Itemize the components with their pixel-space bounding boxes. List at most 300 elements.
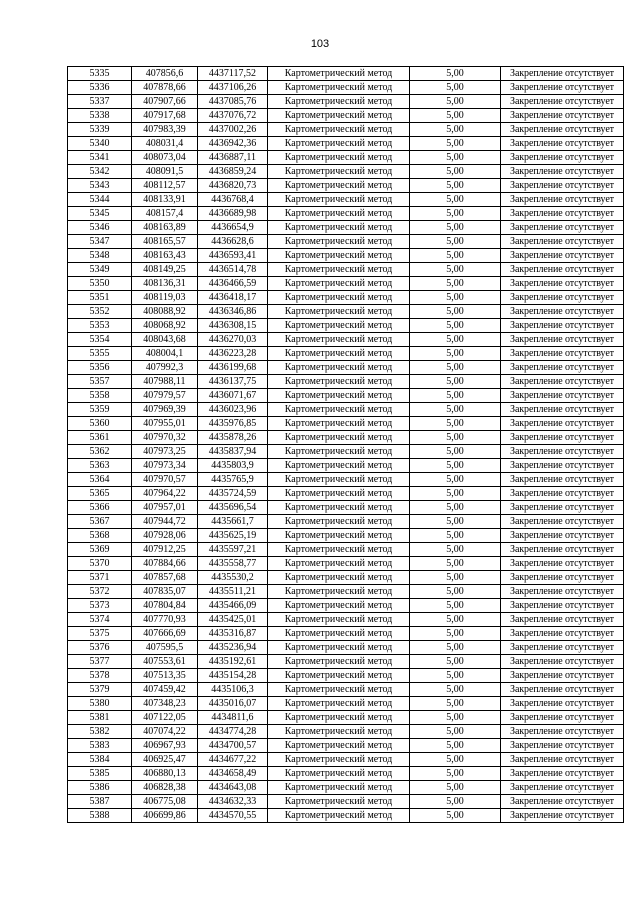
x-coordinate-cell: 407856,6 <box>132 67 198 81</box>
point-number-cell: 5344 <box>68 193 132 207</box>
y-coordinate-cell: 4434677,22 <box>198 753 268 767</box>
accuracy-cell: 5,00 <box>410 431 501 445</box>
x-coordinate-cell: 408136,31 <box>132 277 198 291</box>
page-number: 103 <box>310 38 330 50</box>
table-row <box>68 319 624 333</box>
x-coordinate-cell: 406828,38 <box>132 781 198 795</box>
table-row <box>68 347 624 361</box>
x-coordinate-cell: 407835,07 <box>132 585 198 599</box>
accuracy-cell: 5,00 <box>410 711 501 725</box>
method-cell: Картометрический метод <box>268 221 410 235</box>
accuracy-cell: 5,00 <box>410 529 501 543</box>
table-body <box>68 67 624 823</box>
fixation-cell: Закрепление отсутствует <box>501 347 624 361</box>
table-row <box>68 697 624 711</box>
accuracy-cell: 5,00 <box>410 585 501 599</box>
x-coordinate-cell: 407988,11 <box>132 375 198 389</box>
y-coordinate-cell: 4437106,26 <box>198 81 268 95</box>
accuracy-cell: 5,00 <box>410 305 501 319</box>
accuracy-cell: 5,00 <box>410 403 501 417</box>
fixation-cell: Закрепление отсутствует <box>501 263 624 277</box>
table-row <box>68 739 624 753</box>
accuracy-cell: 5,00 <box>410 599 501 613</box>
x-coordinate-cell: 407970,32 <box>132 431 198 445</box>
table-row <box>68 123 624 137</box>
point-number-cell: 5345 <box>68 207 132 221</box>
table-row <box>68 683 624 697</box>
y-coordinate-cell: 4437002,26 <box>198 123 268 137</box>
table-row <box>68 473 624 487</box>
x-coordinate-cell: 407957,01 <box>132 501 198 515</box>
table-row <box>68 725 624 739</box>
fixation-cell: Закрепление отсутствует <box>501 641 624 655</box>
method-cell: Картометрический метод <box>268 319 410 333</box>
method-cell: Картометрический метод <box>268 305 410 319</box>
table-row <box>68 711 624 725</box>
y-coordinate-cell: 4436270,03 <box>198 333 268 347</box>
point-number-cell: 5377 <box>68 655 132 669</box>
y-coordinate-cell: 4435803,9 <box>198 459 268 473</box>
point-number-cell: 5354 <box>68 333 132 347</box>
table-row <box>68 487 624 501</box>
table-row <box>68 809 624 823</box>
fixation-cell: Закрепление отсутствует <box>501 613 624 627</box>
fixation-cell: Закрепление отсутствует <box>501 431 624 445</box>
x-coordinate-cell: 408163,89 <box>132 221 198 235</box>
fixation-cell: Закрепление отсутствует <box>501 291 624 305</box>
table-row <box>68 767 624 781</box>
fixation-cell: Закрепление отсутствует <box>501 711 624 725</box>
y-coordinate-cell: 4434632,33 <box>198 795 268 809</box>
accuracy-cell: 5,00 <box>410 333 501 347</box>
accuracy-cell: 5,00 <box>410 123 501 137</box>
accuracy-cell: 5,00 <box>410 151 501 165</box>
y-coordinate-cell: 4436887,11 <box>198 151 268 165</box>
y-coordinate-cell: 4436514,78 <box>198 263 268 277</box>
table-row <box>68 529 624 543</box>
y-coordinate-cell: 4436223,28 <box>198 347 268 361</box>
method-cell: Картометрический метод <box>268 515 410 529</box>
table-row <box>68 599 624 613</box>
table-row <box>68 669 624 683</box>
x-coordinate-cell: 408133,91 <box>132 193 198 207</box>
method-cell: Картометрический метод <box>268 431 410 445</box>
y-coordinate-cell: 4436308,15 <box>198 319 268 333</box>
method-cell: Картометрический метод <box>268 711 410 725</box>
accuracy-cell: 5,00 <box>410 263 501 277</box>
fixation-cell: Закрепление отсутствует <box>501 179 624 193</box>
y-coordinate-cell: 4435511,21 <box>198 585 268 599</box>
point-number-cell: 5346 <box>68 221 132 235</box>
fixation-cell: Закрепление отсутствует <box>501 739 624 753</box>
method-cell: Картометрический метод <box>268 67 410 81</box>
method-cell: Картометрический метод <box>268 613 410 627</box>
table-row <box>68 375 624 389</box>
point-number-cell: 5360 <box>68 417 132 431</box>
x-coordinate-cell: 408165,57 <box>132 235 198 249</box>
fixation-cell: Закрепление отсутствует <box>501 529 624 543</box>
y-coordinate-cell: 4435976,85 <box>198 417 268 431</box>
fixation-cell: Закрепление отсутствует <box>501 501 624 515</box>
point-number-cell: 5356 <box>68 361 132 375</box>
y-coordinate-cell: 4434643,08 <box>198 781 268 795</box>
accuracy-cell: 5,00 <box>410 809 501 823</box>
x-coordinate-cell: 407884,66 <box>132 557 198 571</box>
point-number-cell: 5387 <box>68 795 132 809</box>
table-row <box>68 501 624 515</box>
table-row <box>68 207 624 221</box>
accuracy-cell: 5,00 <box>410 361 501 375</box>
y-coordinate-cell: 4435316,87 <box>198 627 268 641</box>
accuracy-cell: 5,00 <box>410 81 501 95</box>
method-cell: Картометрический метод <box>268 767 410 781</box>
point-number-cell: 5335 <box>68 67 132 81</box>
point-number-cell: 5349 <box>68 263 132 277</box>
accuracy-cell: 5,00 <box>410 571 501 585</box>
point-number-cell: 5376 <box>68 641 132 655</box>
table-row <box>68 753 624 767</box>
coordinates-table <box>67 66 624 823</box>
method-cell: Картометрический метод <box>268 599 410 613</box>
point-number-cell: 5343 <box>68 179 132 193</box>
method-cell: Картометрический метод <box>268 529 410 543</box>
point-number-cell: 5367 <box>68 515 132 529</box>
y-coordinate-cell: 4436199,68 <box>198 361 268 375</box>
point-number-cell: 5340 <box>68 137 132 151</box>
fixation-cell: Закрепление отсутствует <box>501 809 624 823</box>
accuracy-cell: 5,00 <box>410 347 501 361</box>
fixation-cell: Закрепление отсутствует <box>501 123 624 137</box>
x-coordinate-cell: 407857,68 <box>132 571 198 585</box>
method-cell: Картометрический метод <box>268 487 410 501</box>
method-cell: Картометрический метод <box>268 347 410 361</box>
y-coordinate-cell: 4436628,6 <box>198 235 268 249</box>
point-number-cell: 5375 <box>68 627 132 641</box>
fixation-cell: Закрепление отсутствует <box>501 417 624 431</box>
y-coordinate-cell: 4435724,59 <box>198 487 268 501</box>
point-number-cell: 5353 <box>68 319 132 333</box>
fixation-cell: Закрепление отсутствует <box>501 221 624 235</box>
accuracy-cell: 5,00 <box>410 557 501 571</box>
table-row <box>68 557 624 571</box>
method-cell: Картометрический метод <box>268 137 410 151</box>
fixation-cell: Закрепление отсутствует <box>501 319 624 333</box>
fixation-cell: Закрепление отсутствует <box>501 67 624 81</box>
table-row <box>68 417 624 431</box>
fixation-cell: Закрепление отсутствует <box>501 487 624 501</box>
y-coordinate-cell: 4436768,4 <box>198 193 268 207</box>
accuracy-cell: 5,00 <box>410 165 501 179</box>
accuracy-cell: 5,00 <box>410 207 501 221</box>
x-coordinate-cell: 408073,04 <box>132 151 198 165</box>
method-cell: Картометрический метод <box>268 249 410 263</box>
point-number-cell: 5371 <box>68 571 132 585</box>
method-cell: Картометрический метод <box>268 739 410 753</box>
fixation-cell: Закрепление отсутствует <box>501 753 624 767</box>
point-number-cell: 5342 <box>68 165 132 179</box>
method-cell: Картометрический метод <box>268 459 410 473</box>
y-coordinate-cell: 4435765,9 <box>198 473 268 487</box>
x-coordinate-cell: 407928,06 <box>132 529 198 543</box>
point-number-cell: 5352 <box>68 305 132 319</box>
accuracy-cell: 5,00 <box>410 193 501 207</box>
x-coordinate-cell: 408119,03 <box>132 291 198 305</box>
x-coordinate-cell: 407348,23 <box>132 697 198 711</box>
y-coordinate-cell: 4436346,86 <box>198 305 268 319</box>
y-coordinate-cell: 4435154,28 <box>198 669 268 683</box>
fixation-cell: Закрепление отсутствует <box>501 473 624 487</box>
point-number-cell: 5350 <box>68 277 132 291</box>
accuracy-cell: 5,00 <box>410 627 501 641</box>
point-number-cell: 5372 <box>68 585 132 599</box>
x-coordinate-cell: 408112,57 <box>132 179 198 193</box>
point-number-cell: 5378 <box>68 669 132 683</box>
table-row <box>68 81 624 95</box>
fixation-cell: Закрепление отсутствует <box>501 403 624 417</box>
y-coordinate-cell: 4436820,73 <box>198 179 268 193</box>
point-number-cell: 5357 <box>68 375 132 389</box>
point-number-cell: 5388 <box>68 809 132 823</box>
point-number-cell: 5363 <box>68 459 132 473</box>
fixation-cell: Закрепление отсутствует <box>501 557 624 571</box>
method-cell: Картометрический метод <box>268 627 410 641</box>
y-coordinate-cell: 4436466,59 <box>198 277 268 291</box>
fixation-cell: Закрепление отсутствует <box>501 683 624 697</box>
table-row <box>68 235 624 249</box>
fixation-cell: Закрепление отсутствует <box>501 515 624 529</box>
y-coordinate-cell: 4435661,7 <box>198 515 268 529</box>
accuracy-cell: 5,00 <box>410 795 501 809</box>
x-coordinate-cell: 408163,43 <box>132 249 198 263</box>
x-coordinate-cell: 407770,93 <box>132 613 198 627</box>
fixation-cell: Закрепление отсутствует <box>501 627 624 641</box>
accuracy-cell: 5,00 <box>410 375 501 389</box>
accuracy-cell: 5,00 <box>410 137 501 151</box>
accuracy-cell: 5,00 <box>410 543 501 557</box>
method-cell: Картометрический метод <box>268 361 410 375</box>
x-coordinate-cell: 407955,01 <box>132 417 198 431</box>
y-coordinate-cell: 4437076,72 <box>198 109 268 123</box>
fixation-cell: Закрепление отсутствует <box>501 81 624 95</box>
x-coordinate-cell: 406880,13 <box>132 767 198 781</box>
accuracy-cell: 5,00 <box>410 501 501 515</box>
accuracy-cell: 5,00 <box>410 291 501 305</box>
method-cell: Картометрический метод <box>268 641 410 655</box>
fixation-cell: Закрепление отсутствует <box>501 767 624 781</box>
accuracy-cell: 5,00 <box>410 683 501 697</box>
method-cell: Картометрический метод <box>268 193 410 207</box>
x-coordinate-cell: 407666,69 <box>132 627 198 641</box>
point-number-cell: 5366 <box>68 501 132 515</box>
x-coordinate-cell: 407973,34 <box>132 459 198 473</box>
x-coordinate-cell: 408031,4 <box>132 137 198 151</box>
x-coordinate-cell: 406699,86 <box>132 809 198 823</box>
table-row <box>68 403 624 417</box>
y-coordinate-cell: 4435016,07 <box>198 697 268 711</box>
point-number-cell: 5365 <box>68 487 132 501</box>
y-coordinate-cell: 4435106,3 <box>198 683 268 697</box>
fixation-cell: Закрепление отсутствует <box>501 165 624 179</box>
y-coordinate-cell: 4435837,94 <box>198 445 268 459</box>
x-coordinate-cell: 407970,57 <box>132 473 198 487</box>
x-coordinate-cell: 407878,66 <box>132 81 198 95</box>
fixation-cell: Закрепление отсутствует <box>501 445 624 459</box>
point-number-cell: 5374 <box>68 613 132 627</box>
method-cell: Картометрический метод <box>268 473 410 487</box>
point-number-cell: 5355 <box>68 347 132 361</box>
accuracy-cell: 5,00 <box>410 249 501 263</box>
table-row <box>68 655 624 669</box>
x-coordinate-cell: 407912,25 <box>132 543 198 557</box>
table-row <box>68 795 624 809</box>
method-cell: Картометрический метод <box>268 291 410 305</box>
point-number-cell: 5364 <box>68 473 132 487</box>
x-coordinate-cell: 408004,1 <box>132 347 198 361</box>
x-coordinate-cell: 407595,5 <box>132 641 198 655</box>
y-coordinate-cell: 4436071,67 <box>198 389 268 403</box>
fixation-cell: Закрепление отсутствует <box>501 305 624 319</box>
accuracy-cell: 5,00 <box>410 781 501 795</box>
y-coordinate-cell: 4435878,26 <box>198 431 268 445</box>
accuracy-cell: 5,00 <box>410 389 501 403</box>
method-cell: Картометрический метод <box>268 333 410 347</box>
table-row <box>68 431 624 445</box>
table-row <box>68 221 624 235</box>
method-cell: Картометрический метод <box>268 697 410 711</box>
point-number-cell: 5358 <box>68 389 132 403</box>
table-row <box>68 333 624 347</box>
x-coordinate-cell: 407074,22 <box>132 725 198 739</box>
accuracy-cell: 5,00 <box>410 767 501 781</box>
fixation-cell: Закрепление отсутствует <box>501 151 624 165</box>
y-coordinate-cell: 4435696,54 <box>198 501 268 515</box>
method-cell: Картометрический метод <box>268 179 410 193</box>
x-coordinate-cell: 408091,5 <box>132 165 198 179</box>
x-coordinate-cell: 407964,22 <box>132 487 198 501</box>
method-cell: Картометрический метод <box>268 235 410 249</box>
point-number-cell: 5341 <box>68 151 132 165</box>
table-row <box>68 291 624 305</box>
x-coordinate-cell: 407917,68 <box>132 109 198 123</box>
table-row <box>68 571 624 585</box>
x-coordinate-cell: 407804,84 <box>132 599 198 613</box>
fixation-cell: Закрепление отсутствует <box>501 585 624 599</box>
point-number-cell: 5337 <box>68 95 132 109</box>
fixation-cell: Закрепление отсутствует <box>501 193 624 207</box>
y-coordinate-cell: 4436593,41 <box>198 249 268 263</box>
accuracy-cell: 5,00 <box>410 655 501 669</box>
table-row <box>68 193 624 207</box>
accuracy-cell: 5,00 <box>410 613 501 627</box>
x-coordinate-cell: 406925,47 <box>132 753 198 767</box>
fixation-cell: Закрепление отсутствует <box>501 361 624 375</box>
point-number-cell: 5384 <box>68 753 132 767</box>
accuracy-cell: 5,00 <box>410 277 501 291</box>
y-coordinate-cell: 4436654,9 <box>198 221 268 235</box>
point-number-cell: 5361 <box>68 431 132 445</box>
method-cell: Картометрический метод <box>268 403 410 417</box>
x-coordinate-cell: 407122,05 <box>132 711 198 725</box>
table-row <box>68 781 624 795</box>
method-cell: Картометрический метод <box>268 669 410 683</box>
fixation-cell: Закрепление отсутствует <box>501 375 624 389</box>
table-row <box>68 585 624 599</box>
y-coordinate-cell: 4434658,49 <box>198 767 268 781</box>
point-number-cell: 5338 <box>68 109 132 123</box>
point-number-cell: 5380 <box>68 697 132 711</box>
y-coordinate-cell: 4434811,6 <box>198 711 268 725</box>
y-coordinate-cell: 4435425,01 <box>198 613 268 627</box>
y-coordinate-cell: 4436859,24 <box>198 165 268 179</box>
method-cell: Картометрический метод <box>268 277 410 291</box>
table-row <box>68 277 624 291</box>
table-row <box>68 543 624 557</box>
point-number-cell: 5348 <box>68 249 132 263</box>
method-cell: Картометрический метод <box>268 123 410 137</box>
table-row <box>68 165 624 179</box>
x-coordinate-cell: 407459,42 <box>132 683 198 697</box>
method-cell: Картометрический метод <box>268 655 410 669</box>
point-number-cell: 5339 <box>68 123 132 137</box>
y-coordinate-cell: 4436418,17 <box>198 291 268 305</box>
y-coordinate-cell: 4435625,19 <box>198 529 268 543</box>
x-coordinate-cell: 407907,66 <box>132 95 198 109</box>
method-cell: Картометрический метод <box>268 781 410 795</box>
point-number-cell: 5373 <box>68 599 132 613</box>
table-row <box>68 305 624 319</box>
method-cell: Картометрический метод <box>268 95 410 109</box>
accuracy-cell: 5,00 <box>410 179 501 193</box>
accuracy-cell: 5,00 <box>410 95 501 109</box>
x-coordinate-cell: 407969,39 <box>132 403 198 417</box>
table-row <box>68 459 624 473</box>
x-coordinate-cell: 407979,57 <box>132 389 198 403</box>
point-number-cell: 5385 <box>68 767 132 781</box>
fixation-cell: Закрепление отсутствует <box>501 333 624 347</box>
y-coordinate-cell: 4436023,96 <box>198 403 268 417</box>
accuracy-cell: 5,00 <box>410 739 501 753</box>
method-cell: Картометрический метод <box>268 389 410 403</box>
point-number-cell: 5359 <box>68 403 132 417</box>
y-coordinate-cell: 4436689,98 <box>198 207 268 221</box>
fixation-cell: Закрепление отсутствует <box>501 459 624 473</box>
table-row <box>68 179 624 193</box>
x-coordinate-cell: 407992,3 <box>132 361 198 375</box>
accuracy-cell: 5,00 <box>410 235 501 249</box>
accuracy-cell: 5,00 <box>410 669 501 683</box>
point-number-cell: 5368 <box>68 529 132 543</box>
y-coordinate-cell: 4437085,76 <box>198 95 268 109</box>
method-cell: Картометрический метод <box>268 263 410 277</box>
table-row <box>68 137 624 151</box>
accuracy-cell: 5,00 <box>410 459 501 473</box>
point-number-cell: 5347 <box>68 235 132 249</box>
table-row <box>68 445 624 459</box>
accuracy-cell: 5,00 <box>410 319 501 333</box>
accuracy-cell: 5,00 <box>410 753 501 767</box>
method-cell: Картометрический метод <box>268 683 410 697</box>
accuracy-cell: 5,00 <box>410 473 501 487</box>
method-cell: Картометрический метод <box>268 543 410 557</box>
table-row <box>68 263 624 277</box>
fixation-cell: Закрепление отсутствует <box>501 235 624 249</box>
accuracy-cell: 5,00 <box>410 515 501 529</box>
accuracy-cell: 5,00 <box>410 109 501 123</box>
fixation-cell: Закрепление отсутствует <box>501 571 624 585</box>
method-cell: Картометрический метод <box>268 585 410 599</box>
fixation-cell: Закрепление отсутствует <box>501 669 624 683</box>
method-cell: Картометрический метод <box>268 417 410 431</box>
